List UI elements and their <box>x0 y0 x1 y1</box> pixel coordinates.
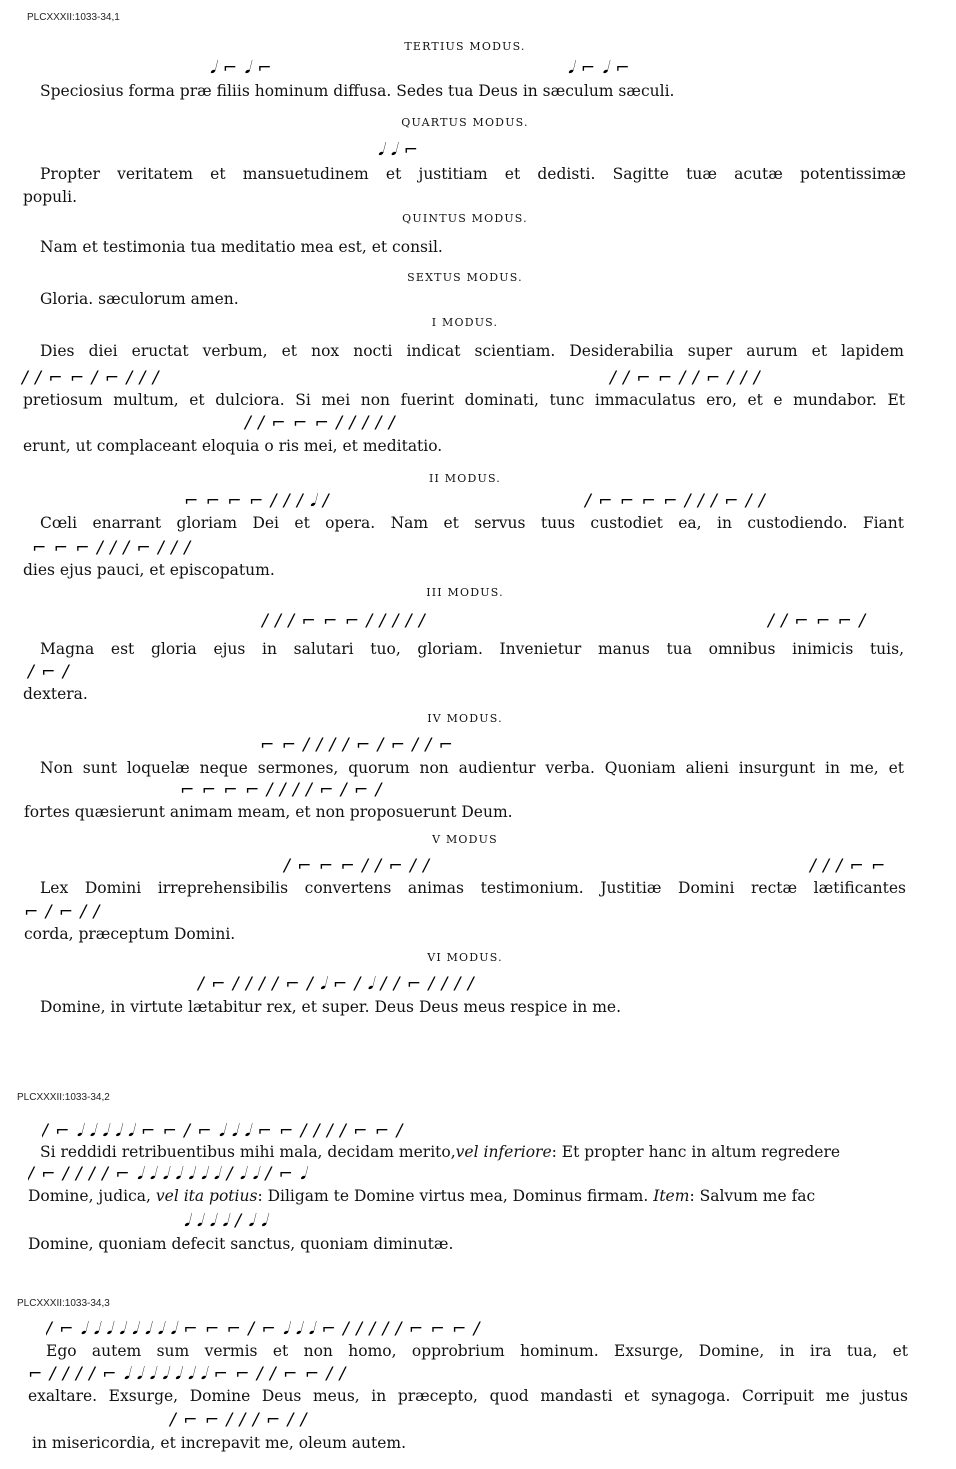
chant-text-line: Ego autem sum vermis et non homo, opprobrium hominum. Exsurge, Domine, in ira tua, et <box>46 1342 908 1360</box>
neume-line: / ⌐ / <box>28 662 70 682</box>
neume-line: ⌐ / / / / ⌐ 𝅘𝅥 𝅘𝅥 𝅘𝅥 𝅘𝅥 𝅘𝅥 𝅘𝅥 𝅘𝅥 ⌐ ⌐ / / ⌐ ⌐ / / <box>28 1365 347 1383</box>
chant-text-line: Domine, in virtute lætabitur rex, et super. Deus Deus meus respice in me. <box>40 998 622 1016</box>
chant-text-line <box>40 1143 840 1161</box>
neume-line: ⌐ ⌐ / / / / ⌐ / ⌐ / / ⌐ <box>260 735 454 755</box>
chant-text-line: pretiosum multum, et dulciora. Si mei non fuerint dominati, tunc immaculatus ero, et e mundabor. Et <box>23 391 905 409</box>
neume-line: / ⌐ ⌐ / / / ⌐ / / <box>170 1410 308 1430</box>
chant-text-line: erunt, ut complaceant eloquia o ris mei, et meditatio. <box>23 437 443 455</box>
neume-line: / / ⌐ ⌐ / / ⌐ / / / <box>610 368 761 388</box>
text-segment: Domine, judica, <box>28 1187 151 1205</box>
text-segment: : Diligam te Domine virtus mea, Dominus firmam. <box>257 1187 649 1205</box>
mode-heading: QUARTUS MODUS. <box>401 116 529 129</box>
italic-note: vel ita potius <box>155 1187 258 1205</box>
section-reference: PLCXXXII:1033-34,3 <box>17 1298 110 1309</box>
mode-heading: III MODUS. <box>426 586 504 599</box>
neume-line: / / ⌐ ⌐ / ⌐ / / / <box>22 368 160 388</box>
neume-line: / / ⌐ ⌐ ⌐ / <box>768 611 866 631</box>
neume-line: 𝅘𝅥 ⌐ 𝅘𝅥 ⌐ <box>210 58 273 78</box>
neume-line: / ⌐ 𝅘𝅥 𝅘𝅥 𝅘𝅥 𝅘𝅥 𝅘𝅥 𝅘𝅥 𝅘𝅥 𝅘𝅥 ⌐ ⌐ ⌐ / ⌐ 𝅘𝅥 𝅘𝅥 𝅘𝅥 ⌐ / / / / / ⌐ ⌐ ⌐ / <box>46 1320 481 1338</box>
neume-line: / ⌐ / / / / ⌐ / 𝅘𝅥 ⌐ / 𝅘𝅥 / / ⌐ / / / / <box>198 974 475 994</box>
chant-text-line: dextera. <box>23 685 88 703</box>
chant-text-line: Lex Domini irreprehensibilis convertens animas testimonium. Justitiæ Domini rectæ lætificantes <box>40 879 906 897</box>
text-segment: : Et propter hanc in altum regredere <box>551 1143 841 1161</box>
chant-text-line: populi. <box>23 188 78 206</box>
chant-text-line: Nam et testimonia tua meditatio mea est, et consil. <box>40 238 443 256</box>
section-reference: PLCXXXII:1033-34,2 <box>17 1092 110 1103</box>
text-segment: : Salvum me fac <box>689 1187 816 1205</box>
neume-line: / / / ⌐ ⌐ ⌐ / / / / / <box>262 611 426 631</box>
chant-text-line: Speciosius forma præ filiis hominum diffusa. Sedes tua Deus in sæculum sæculi. <box>40 82 675 100</box>
chant-text-line <box>28 1187 815 1205</box>
neume-line: ⌐ ⌐ ⌐ ⌐ / / / / ⌐ / ⌐ / <box>180 780 383 800</box>
mode-heading: IV MODUS. <box>427 712 503 725</box>
neume-line: 𝅘𝅥 𝅘𝅥 ⌐ <box>378 140 419 160</box>
neume-line: ⌐ ⌐ ⌐ ⌐ / / / 𝅘𝅥 / <box>184 491 330 511</box>
neume-line: / ⌐ ⌐ ⌐ ⌐ / / / ⌐ / / <box>585 491 766 511</box>
chant-text-line: exaltare. Exsurge, Domine Deus meus, in præcepto, quod mandasti et synagoga. Corripuit me justus <box>28 1387 908 1405</box>
chant-text-line: corda, præceptum Domini. <box>24 925 236 943</box>
mode-heading: SEXTUS MODUS. <box>407 271 523 284</box>
mode-heading: V MODUS <box>432 833 498 846</box>
chant-text-line: Propter veritatem et mansuetudinem et justitiam et dedisti. Sagitte tuæ acutæ potentissimæ <box>40 165 906 183</box>
neume-line: / / ⌐ ⌐ ⌐ / / / / / <box>245 413 396 433</box>
mode-heading: II MODUS. <box>429 472 501 485</box>
italic-note: Item <box>653 1187 690 1205</box>
italic-note: vel inferiore <box>455 1143 552 1161</box>
chant-text-line: in misericordia, et increpavit me, oleum autem. <box>32 1434 407 1452</box>
chant-text-line: fortes quæsierunt animam meam, et non proposuerunt Deum. <box>24 803 513 821</box>
neume-line: ⌐ ⌐ ⌐ / / / ⌐ / / / <box>32 538 191 558</box>
chant-text-line: Cœli enarrant gloriam Dei et opera. Nam et servus tuus custodiet ea, in custodiendo. Fiant <box>40 514 904 532</box>
neume-line: / ⌐ / / / / ⌐ 𝅘𝅥 𝅘𝅥 𝅘𝅥 𝅘𝅥 𝅘𝅥 𝅘𝅥 𝅘𝅥 / 𝅘𝅥 𝅘𝅥 / ⌐ 𝅘𝅥 <box>28 1165 307 1183</box>
neume-line: 𝅘𝅥 ⌐ 𝅘𝅥 ⌐ <box>568 58 631 78</box>
section-reference: PLCXXXII:1033-34,1 <box>27 12 120 23</box>
mode-heading: I MODUS. <box>431 316 499 329</box>
chant-text-line: Gloria. sæculorum amen. <box>40 290 239 308</box>
neume-line: / ⌐ 𝅘𝅥 𝅘𝅥 𝅘𝅥 𝅘𝅥 𝅘𝅥 ⌐ ⌐ / ⌐ 𝅘𝅥 𝅘𝅥 𝅘𝅥 ⌐ ⌐ / / / / ⌐ ⌐ / <box>42 1122 404 1140</box>
mode-heading: QUINTUS MODUS. <box>402 212 528 225</box>
neume-line: / / / ⌐ ⌐ <box>810 856 887 876</box>
mode-heading: TERTIUS MODUS. <box>404 40 526 53</box>
text-segment: Si reddidi retribuentibus mihi mala, decidam merito, <box>40 1143 456 1161</box>
mode-heading: VI MODUS. <box>427 951 503 964</box>
chant-text-line: Magna est gloria ejus in salutari tuo, gloriam. Invenietur manus tua omnibus inimicis tuis, <box>40 640 904 658</box>
neume-line: 𝅘𝅥 𝅘𝅥 𝅘𝅥 𝅘𝅥 / 𝅘𝅥 𝅘𝅥 <box>184 1211 268 1231</box>
neume-line: ⌐ / ⌐ / / <box>24 902 101 922</box>
chant-text-line: Domine, quoniam defecit sanctus, quoniam diminutæ. <box>28 1235 454 1253</box>
chant-text-line: Non sunt loquelæ neque sermones, quorum non audientur verba. Quoniam alieni insurgunt in me, et <box>40 759 904 777</box>
chant-text-line: dies ejus pauci, et episcopatum. <box>23 561 275 579</box>
chant-text-line: Dies diei eructat verbum, et nox nocti indicat scientiam. Desiderabilia super aurum et lapidem <box>40 342 904 360</box>
neume-line: / ⌐ ⌐ ⌐ / / ⌐ / / <box>284 856 430 876</box>
